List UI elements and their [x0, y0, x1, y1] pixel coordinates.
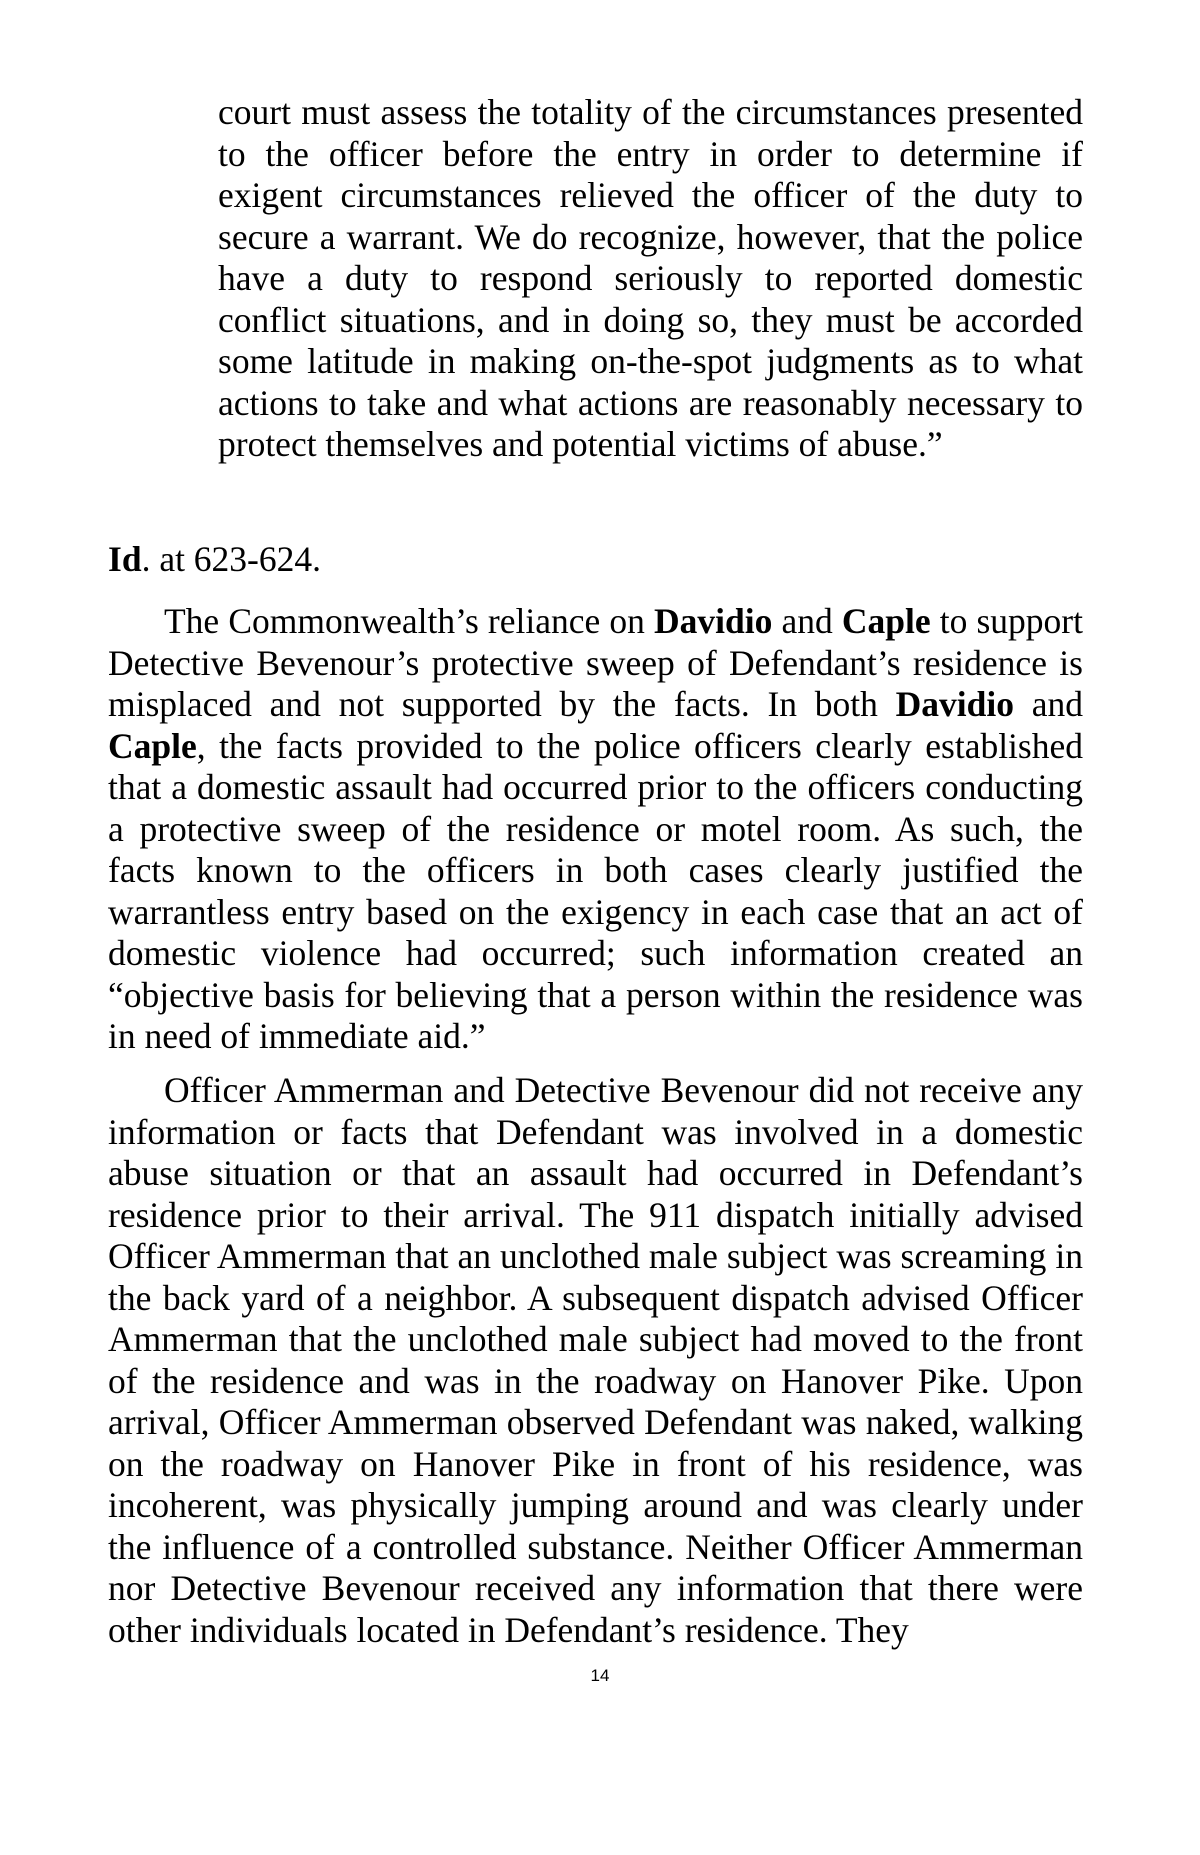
text-run: and	[772, 601, 842, 641]
case-name-davidio: Davidio	[653, 601, 773, 641]
case-name-davidio: Davidio	[895, 684, 1014, 724]
text-run: to support Detective Bevenour’s protective sweep of Defendant’s residence is misplaced and not supported by the facts. In both	[108, 601, 1083, 724]
case-name-caple: Caple	[841, 601, 931, 641]
citation-pages: . at 623-624.	[141, 539, 322, 579]
citation-id: Id	[108, 539, 142, 579]
text-run: , the facts provided to the police officers clearly established that a domestic assault had occurred prior to the officers conducting a protective sweep of the residence or motel room. As such, the facts known to the officers in both cases clearly justified the warrantless entry based on the exigency in each case that an act of domestic violence had occurred; such information created an “objective basis for believing that a person within the residence was in need of immediate aid.”	[108, 725, 1083, 1056]
text-run: The Commonwealth’s reliance on	[164, 601, 654, 641]
case-name-caple: Caple	[108, 725, 197, 766]
block-quote: court must assess the totality of the circumstances presented to the officer before the entry in order to determine if exigent circumstances relieved the officer of the duty to secure a warrant. We do recognize, however, that the police have a duty to respond seriously to reported domestic conflict situations, and in doing so, they must be accorded some latitude in making on-the-spot judgments as to what actions to take and what actions are reasonably necessary to protect themselves and potential victims of abuse.”	[218, 92, 1083, 464]
page-number: 14	[590, 1666, 610, 1685]
paragraph-officers: Officer Ammerman and Detective Bevenour did not receive any information or facts that Defendant was involved in a domestic abuse situation or that an assault had occurred in Defendant’s residence prior to their arrival. The 911 dispatch initially advised Officer Ammerman that an unclothed male subject was screaming in the back yard of a neighbor. A subsequent dispatch advised Officer Ammerman that the unclothed male subject had moved to the front of the residence and was in the roadway on Hanover Pike. Upon arrival, Officer Ammerman observed Defendant was naked, walking on the roadway on Hanover Pike in front of his residence, was incoherent, was physically jumping around and was clearly under the influence of a controlled substance. Neither Officer Ammerman nor Detective Bevenour received any information that there were other individuals located in Defendant’s residence. They	[108, 1070, 1083, 1650]
text-run: and	[1014, 684, 1083, 724]
paragraph-reliance	[108, 601, 1083, 1058]
citation	[108, 539, 508, 581]
